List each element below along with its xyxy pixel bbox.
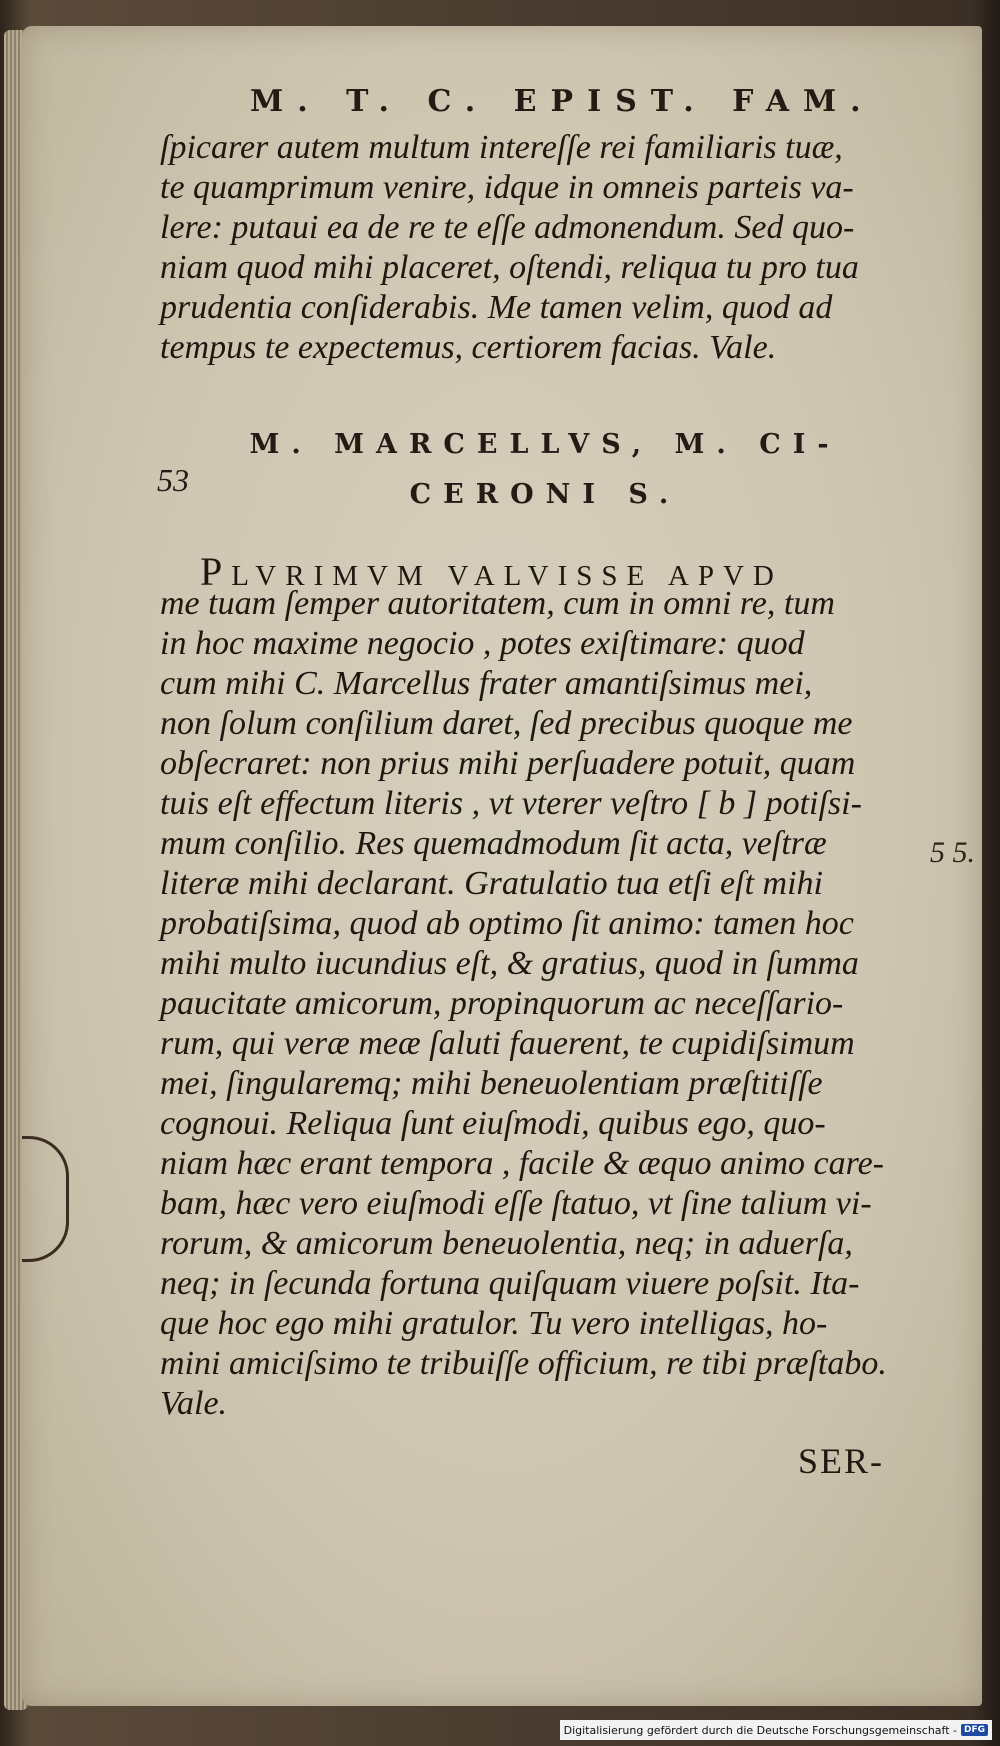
text-line: bam, hæc vero eiuſmodi eſſe ſtatuo, vt ſine talium vi- (160, 1185, 872, 1222)
marginal-note: 5 5. (930, 836, 975, 869)
text-line: mini amiciſsimo te tribuiſſe officium, re tibi præſtabo. (160, 1345, 887, 1382)
top-text-block (160, 128, 920, 368)
digitization-credit (560, 1720, 992, 1740)
text-line: paucitate amicorum, propinquorum ac neceſſario- (160, 985, 844, 1022)
text-line: mum conſilio. Res quemadmodum ſit acta, veſtræ (160, 825, 827, 862)
incipit-initial: P (200, 549, 232, 594)
text-line: non ſolum conſilium daret, ſed precibus quoque me (160, 705, 853, 742)
letter-number: 53 (157, 462, 189, 498)
text-line: cum mihi C. Marcellus frater amantiſsimus mei, (160, 665, 813, 702)
text-line: me tuam ſemper autoritatem, cum in omni re, tum (160, 585, 835, 622)
text-line: literæ mihi declarant. Gratulatio tua etſi eſt mihi (160, 865, 823, 902)
text-line: mihi multo iucundius eſt, & gratius, quod in ſumma (160, 945, 859, 982)
text-line: ſpicarer autem multum intereſſe rei familiaris tuæ, (160, 129, 843, 166)
text-line: rorum, & amicorum beneuolentia, neq; in aduerſa, (160, 1225, 853, 1262)
text-line: obſecraret: non prius mihi perſuadere potuit, quam (160, 745, 856, 782)
credit-text: Digitalisierung gefördert durch die Deutsche Forschungsgemeinschaft - (563, 1723, 957, 1737)
letter-heading-line-2: CERONI S. (409, 479, 681, 510)
dfg-logo: DFG (961, 1724, 988, 1736)
text-line: neq; in ſecunda fortuna quiſquam viuere poſsit. Ita- (160, 1265, 860, 1302)
letter-heading (245, 420, 845, 520)
text-line: in hoc maxime negocio , potes exiſtimare: quod (160, 625, 805, 662)
text-line: Vale. (160, 1385, 228, 1422)
letter-body (160, 584, 920, 1424)
running-head: M. T. C. EPIST. FAM. (250, 84, 875, 119)
catchword: SER- (798, 1441, 885, 1481)
text-line: lere: putaui ea de re te eſſe admonendum. Sed quo- (160, 209, 855, 246)
incipit-text: LVRIMVM VALVISSE APVD (231, 560, 783, 592)
text-line: te quamprimum venire, idque in omneis parteis va- (160, 169, 854, 206)
text-line: cognoui. Reliqua ſunt eiuſmodi, quibus ego, quo- (160, 1105, 826, 1142)
text-line: rum, qui veræ meæ ſaluti fauerent, te cupidiſsimum (160, 1025, 855, 1062)
text-line: tuis eſt effectum literis , vt vterer veſtro [ b ] potiſsi- (160, 785, 862, 822)
text-line: tempus te expectemus, certiorem facias. Vale. (160, 329, 777, 366)
text-line: niam hæc erant tempora , facile & æquo animo care- (160, 1145, 884, 1182)
letter-heading-line-1: M. MARCELLVS, M. CI- (249, 429, 841, 460)
ribbon-clip (22, 1136, 69, 1262)
text-line: prudentia conſiderabis. Me tamen velim, quod ad (160, 289, 833, 326)
text-line: probatiſsima, quod ab optimo ſit animo: tamen hoc (160, 905, 854, 942)
text-line: que hoc ego mihi gratulor. Tu vero intelligas, ho- (160, 1305, 828, 1342)
text-line: mei, ſingularemq; mihi beneuolentiam præſtitiſſe (160, 1065, 823, 1102)
text-line: niam quod mihi placeret, oſtendi, reliqua tu pro tua (160, 249, 859, 286)
